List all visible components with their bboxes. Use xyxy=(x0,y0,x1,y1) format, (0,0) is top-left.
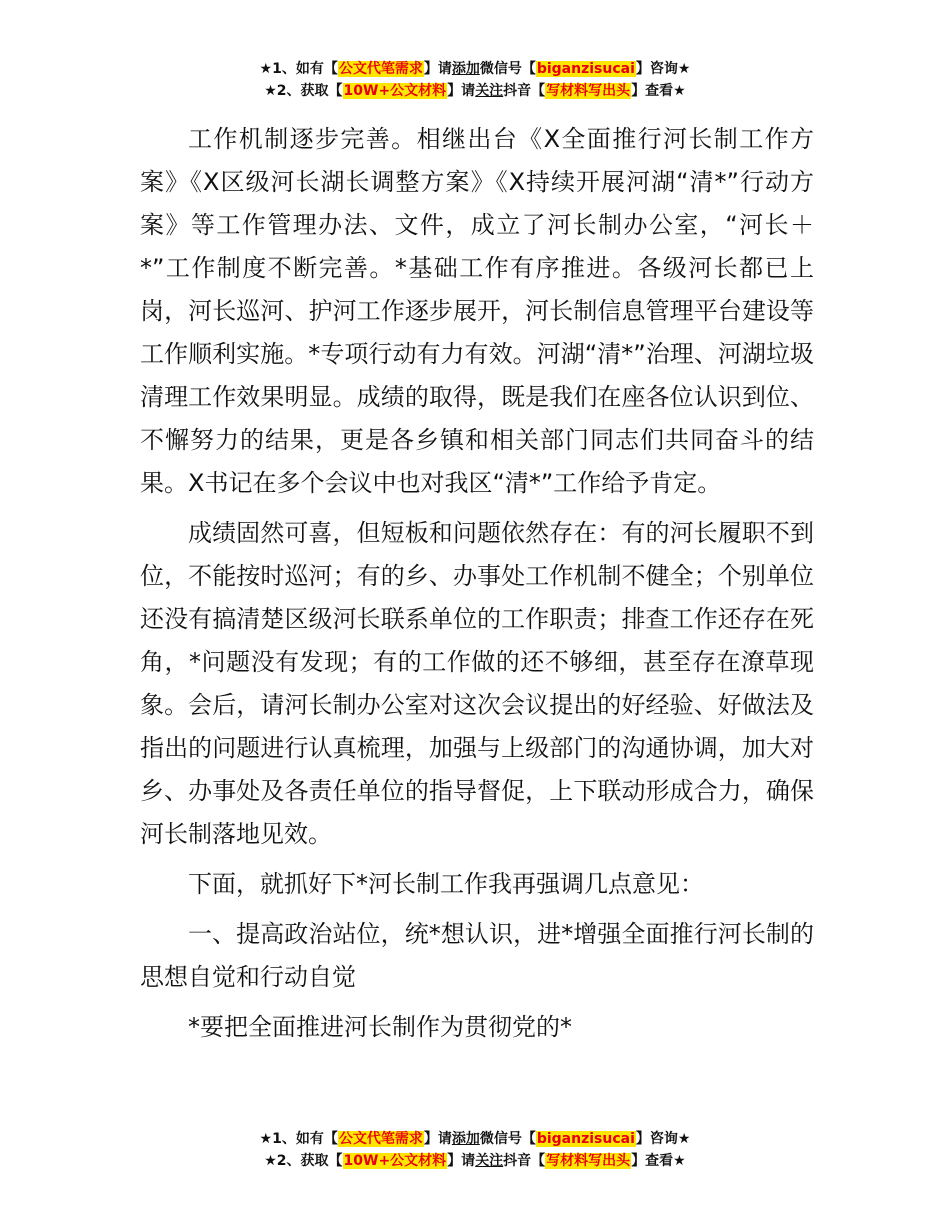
banner-text: ★1、如有【 xyxy=(259,61,338,77)
banner-text: ★2、获取【 xyxy=(264,1153,343,1169)
banner-text: 】请 xyxy=(423,1131,452,1147)
banner-text: 微信号【 xyxy=(479,1131,536,1147)
highlight-service: 公文代笔需求 xyxy=(338,1131,423,1147)
section-heading: 一、提高政治站位，统*想认识，进*增强全面推行河长制的思想自觉和行动自觉 xyxy=(140,920,814,991)
highlight-materials: 10W+公文材料 xyxy=(343,1153,447,1169)
paragraph: 成绩固然可喜，但短板和问题依然存在：有的河长履职不到位，不能按时巡河；有的乡、办事处工作机制不健全；个别单位还没有搞清楚区级河长联系单位的工作职责；排查工作还存在死角，*问题没有发现；有的工作做的还不够细，甚至存在潦草现象。会后，请河长制办公室对这次会议提出的好经验、好做法及指出的问题进行认真梳理，加强与上级部门的沟通协调，加大对乡、办事处及各责任单位的指导督促，上下联动形成合力，确保河长制落地见效。 xyxy=(140,519,814,848)
header-banner xyxy=(0,58,950,102)
footer-banner xyxy=(0,1128,950,1172)
banner-text: ★2、获取【 xyxy=(264,83,343,99)
banner-text: 】请 xyxy=(423,61,452,77)
banner-text: 抖音【 xyxy=(503,1153,546,1169)
highlight-wechat-id: biganzisucai xyxy=(536,1131,635,1147)
document-body xyxy=(140,118,814,1056)
banner-text: 】咨询★ xyxy=(635,61,691,77)
banner-underlined-text: 关注 xyxy=(475,83,504,99)
paragraph: *要把全面推进河长制作为贯彻党的* xyxy=(188,1013,572,1041)
banner-underlined-text: 添加 xyxy=(451,61,480,77)
banner-line-2 xyxy=(0,1150,950,1172)
banner-text: 】查看★ xyxy=(631,1153,686,1169)
highlight-wechat-id: biganzisucai xyxy=(536,61,635,77)
paragraph: 工作机制逐步完善。相继出台《X全面推行河长制工作方案》《X区级河长湖长调整方案》《X持续开展河湖“清*”行动方案》等工作管理办法、文件，成立了河长制办公室，“河长＋*”工作制度不断完善。*基础工作有序推进。各级河长都已上岗，河长巡河、护河工作逐步展开，河长制信息管理平台建设等工作顺利实施。*专项行动有力有效。河湖“清*”治理、河湖垃圾清理工作效果明显。成绩的取得，既是我们在座各位认识到位、不懈努力的结果，更是各乡镇和相关部门同志们共同奋斗的结果。X书记在多个会议中也对我区“清*”工作给予肯定。 xyxy=(140,125,814,497)
highlight-service: 公文代笔需求 xyxy=(338,61,423,77)
paragraph: 下面，就抓好下*河长制工作我再强调几点意见： xyxy=(188,870,704,898)
banner-underlined-text: 添加 xyxy=(451,1131,480,1147)
highlight-douyin-name: 写材料写出头 xyxy=(546,83,631,99)
banner-text: 】咨询★ xyxy=(635,1131,691,1147)
banner-text: 抖音【 xyxy=(503,83,546,99)
banner-underlined-text: 关注 xyxy=(475,1153,504,1169)
banner-text: 】请 xyxy=(447,1153,476,1169)
banner-text: ★1、如有【 xyxy=(259,1131,338,1147)
banner-line-2 xyxy=(0,80,950,102)
banner-line-1 xyxy=(0,1128,950,1150)
banner-text: 微信号【 xyxy=(479,61,536,77)
banner-text: 】查看★ xyxy=(631,83,686,99)
highlight-douyin-name: 写材料写出头 xyxy=(546,1153,631,1169)
banner-text: 】请 xyxy=(447,83,476,99)
highlight-materials: 10W+公文材料 xyxy=(343,83,447,99)
banner-line-1 xyxy=(0,58,950,80)
